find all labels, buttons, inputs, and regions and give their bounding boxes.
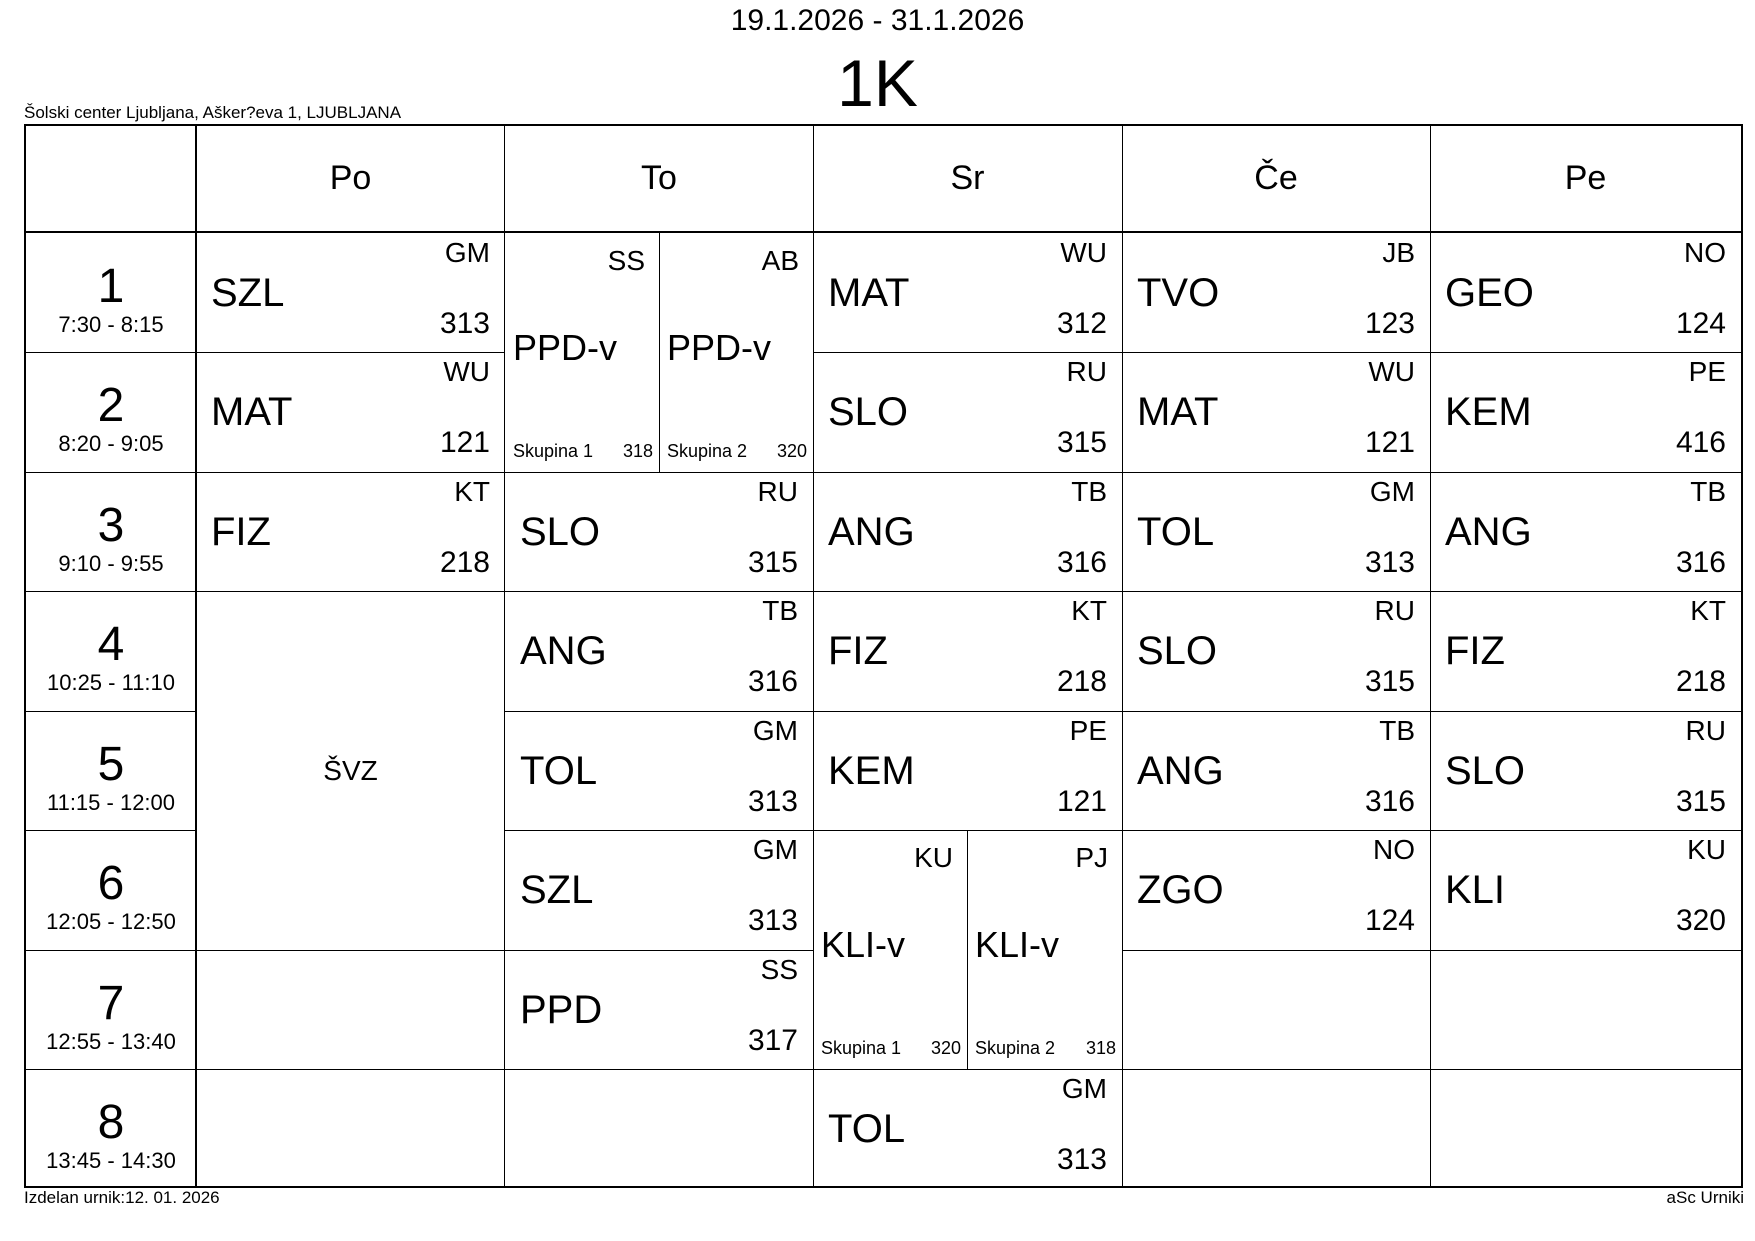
subject: ANG xyxy=(1445,510,1532,554)
grid-divider xyxy=(1430,126,1431,1186)
room: 218 xyxy=(439,546,490,579)
subject: MAT xyxy=(211,390,293,434)
grid-divider xyxy=(26,472,1741,473)
room: 320 xyxy=(1675,904,1726,937)
room: 313 xyxy=(747,785,798,818)
day-header-to: To xyxy=(641,159,677,197)
grid-divider xyxy=(26,711,196,712)
brand-label: aSc Urniki xyxy=(1666,1188,1744,1207)
period-time: 11:15 - 12:00 xyxy=(46,790,176,815)
teacher-code: KT xyxy=(1690,595,1726,626)
lesson-cell xyxy=(505,950,813,1069)
subject: PPD-v xyxy=(513,327,618,368)
lesson-cell xyxy=(196,233,505,352)
teacher-code: PJ xyxy=(1075,842,1108,873)
teacher-code: NO xyxy=(1684,237,1726,268)
grid-divider xyxy=(504,126,505,1186)
teacher-code: GM xyxy=(1061,1073,1107,1104)
room: 313 xyxy=(747,904,798,937)
event-cell: ŠVZ xyxy=(323,754,378,786)
teacher-code: GM xyxy=(1369,476,1415,507)
subject: KEM xyxy=(1445,390,1532,434)
teacher-code: SS xyxy=(607,245,645,276)
lesson-cell xyxy=(1430,472,1741,591)
teacher-code: KT xyxy=(1071,595,1107,626)
lesson-cell xyxy=(813,472,1122,591)
teacher-code: PE xyxy=(1069,715,1107,746)
teacher-code: WU xyxy=(1060,237,1107,268)
subject: TOL xyxy=(520,749,598,793)
period-1 xyxy=(26,233,196,352)
lesson-cell xyxy=(1122,472,1430,591)
room: 315 xyxy=(1056,426,1107,459)
teacher-code: RU xyxy=(757,476,798,507)
created-date: Izdelan urnik:12. 01. 2026 xyxy=(24,1188,220,1207)
teacher-code: TB xyxy=(1071,476,1107,507)
room: 313 xyxy=(439,307,490,340)
period-time: 8:20 - 9:05 xyxy=(58,431,164,456)
grid-divider xyxy=(505,711,1741,712)
lesson-cell xyxy=(813,591,1122,711)
teacher-code: RU xyxy=(1685,715,1726,746)
room: 316 xyxy=(747,665,798,698)
school-name: Šolski center Ljubljana, Ašker?eva 1, LJUBLJANA xyxy=(24,103,402,122)
period-number: 3 xyxy=(97,499,125,552)
subject: ANG xyxy=(520,629,607,673)
grid-divider xyxy=(26,591,1741,592)
lesson-cell xyxy=(196,472,505,591)
room: 320 xyxy=(930,1038,961,1058)
grid-divider xyxy=(26,830,196,831)
room: 121 xyxy=(439,426,490,459)
room: 124 xyxy=(1675,307,1726,340)
date-range: 19.1.2026 - 31.1.2026 xyxy=(730,4,1025,37)
grid-divider xyxy=(26,231,1741,233)
grid-divider xyxy=(813,352,1741,353)
lesson-cell xyxy=(1122,711,1430,830)
group-label: Skupina 1 xyxy=(821,1038,902,1058)
lesson-cell xyxy=(505,472,813,591)
period-number: 5 xyxy=(97,738,125,791)
subject: ANG xyxy=(1137,749,1224,793)
lesson-cell xyxy=(1430,711,1741,830)
subject: KLI-v xyxy=(821,924,906,965)
period-number: 8 xyxy=(97,1096,125,1149)
period-time: 7:30 - 8:15 xyxy=(58,312,164,337)
lesson-cell xyxy=(1122,830,1430,950)
grid-divider xyxy=(967,830,968,1069)
room: 318 xyxy=(1085,1038,1116,1058)
lesson-cell-group-1 xyxy=(505,233,659,472)
teacher-code: KU xyxy=(1687,834,1726,865)
grid-divider xyxy=(26,352,505,353)
lesson-cell xyxy=(196,352,505,472)
room: 316 xyxy=(1364,785,1415,818)
period-number: 7 xyxy=(97,977,125,1030)
subject: ANG xyxy=(828,510,915,554)
lesson-cell xyxy=(1430,352,1741,472)
room: 316 xyxy=(1056,546,1107,579)
group-label: Skupina 2 xyxy=(667,441,748,461)
subject: SLO xyxy=(1445,749,1526,793)
subject: PPD xyxy=(520,988,603,1032)
lesson-cell xyxy=(1430,830,1741,950)
lesson-cell xyxy=(1122,233,1430,352)
grid-divider xyxy=(26,950,813,951)
room: 121 xyxy=(1056,785,1107,818)
grid-divider xyxy=(659,233,660,472)
subject: SLO xyxy=(828,390,909,434)
room: 313 xyxy=(1056,1143,1107,1176)
subject: FIZ xyxy=(1445,629,1505,673)
subject: KLI xyxy=(1445,868,1506,912)
period-number: 1 xyxy=(97,260,125,313)
period-number: 4 xyxy=(97,618,125,671)
period-3 xyxy=(26,472,196,591)
teacher-code: AB xyxy=(761,245,799,276)
teacher-code: KT xyxy=(454,476,490,507)
lesson-cell xyxy=(1122,591,1430,711)
subject: TOL xyxy=(828,1107,906,1151)
subject: FIZ xyxy=(828,629,888,673)
room: 315 xyxy=(1364,665,1415,698)
grid-divider xyxy=(195,126,197,1186)
teacher-code: SS xyxy=(760,954,798,985)
period-6 xyxy=(26,830,196,950)
period-time: 12:55 - 13:40 xyxy=(46,1029,176,1054)
teacher-code: RU xyxy=(1066,356,1107,387)
room: 124 xyxy=(1364,904,1415,937)
subject: TOL xyxy=(1137,510,1215,554)
day-header-pe: Pe xyxy=(1564,159,1607,197)
room: 318 xyxy=(622,441,653,461)
lesson-cell-group-2 xyxy=(659,233,813,472)
lesson-cell xyxy=(1430,233,1741,352)
room: 121 xyxy=(1364,426,1415,459)
group-label: Skupina 1 xyxy=(513,441,594,461)
day-header-po: Po xyxy=(329,159,372,197)
period-time: 10:25 - 11:10 xyxy=(46,670,176,695)
subject: KEM xyxy=(828,749,915,793)
grid-divider xyxy=(1122,126,1123,1186)
lesson-cell xyxy=(1430,591,1741,711)
subject: TVO xyxy=(1137,271,1220,315)
subject: SLO xyxy=(520,510,601,554)
lesson-cell-group-2 xyxy=(967,830,1122,1069)
lesson-cell xyxy=(813,1069,1122,1186)
teacher-code: GM xyxy=(752,715,798,746)
subject: SZL xyxy=(211,271,285,315)
room: 315 xyxy=(1675,785,1726,818)
subject: ZGO xyxy=(1137,868,1224,912)
period-time: 13:45 - 14:30 xyxy=(46,1148,176,1173)
teacher-code: TB xyxy=(762,595,798,626)
subject: GEO xyxy=(1445,271,1534,315)
teacher-code: KU xyxy=(914,842,953,873)
teacher-code: RU xyxy=(1374,595,1415,626)
period-2 xyxy=(26,352,196,472)
subject: FIZ xyxy=(211,510,271,554)
period-7 xyxy=(26,950,196,1069)
lesson-cell xyxy=(813,711,1122,830)
subject: PPD-v xyxy=(667,327,772,368)
grid-divider xyxy=(1122,950,1741,951)
period-4 xyxy=(26,591,196,711)
teacher-code: TB xyxy=(1690,476,1726,507)
teacher-code: PE xyxy=(1688,356,1726,387)
period-time: 9:10 - 9:55 xyxy=(58,551,164,576)
room: 315 xyxy=(747,546,798,579)
period-number: 2 xyxy=(97,379,125,432)
period-8 xyxy=(26,1069,196,1186)
grid-divider xyxy=(813,126,814,1186)
subject: MAT xyxy=(828,271,910,315)
teacher-code: TB xyxy=(1379,715,1415,746)
subject: SLO xyxy=(1137,629,1218,673)
room: 316 xyxy=(1675,546,1726,579)
day-header-ce: Če xyxy=(1254,159,1298,197)
lesson-cell xyxy=(505,830,813,950)
room: 218 xyxy=(1675,665,1726,698)
teacher-code: WU xyxy=(443,356,490,387)
grid-divider xyxy=(26,1069,1741,1070)
period-time: 12:05 - 12:50 xyxy=(46,909,176,934)
period-number: 6 xyxy=(97,857,125,910)
group-label: Skupina 2 xyxy=(975,1038,1056,1058)
room: 123 xyxy=(1364,307,1415,340)
subject: KLI-v xyxy=(975,924,1060,965)
teacher-code: JB xyxy=(1382,237,1415,268)
teacher-code: WU xyxy=(1368,356,1415,387)
grid-divider xyxy=(505,830,1741,831)
lesson-cell xyxy=(1122,352,1430,472)
room: 317 xyxy=(747,1024,798,1057)
subject: MAT xyxy=(1137,390,1219,434)
room: 313 xyxy=(1364,546,1415,579)
teacher-code: GM xyxy=(752,834,798,865)
day-header-sr: Sr xyxy=(950,159,985,197)
lesson-cell xyxy=(505,711,813,830)
room: 320 xyxy=(776,441,807,461)
teacher-code: GM xyxy=(444,237,490,268)
class-title: 1K xyxy=(837,46,918,120)
lesson-cell xyxy=(813,233,1122,352)
lesson-cell xyxy=(505,591,813,711)
lesson-cell xyxy=(813,352,1122,472)
period-5 xyxy=(26,711,196,830)
teacher-code: NO xyxy=(1373,834,1415,865)
room: 218 xyxy=(1056,665,1107,698)
timetable-grid xyxy=(24,124,1743,1188)
lesson-cell-group-1 xyxy=(813,830,967,1069)
room: 312 xyxy=(1056,307,1107,340)
room: 416 xyxy=(1675,426,1726,459)
subject: SZL xyxy=(520,868,594,912)
